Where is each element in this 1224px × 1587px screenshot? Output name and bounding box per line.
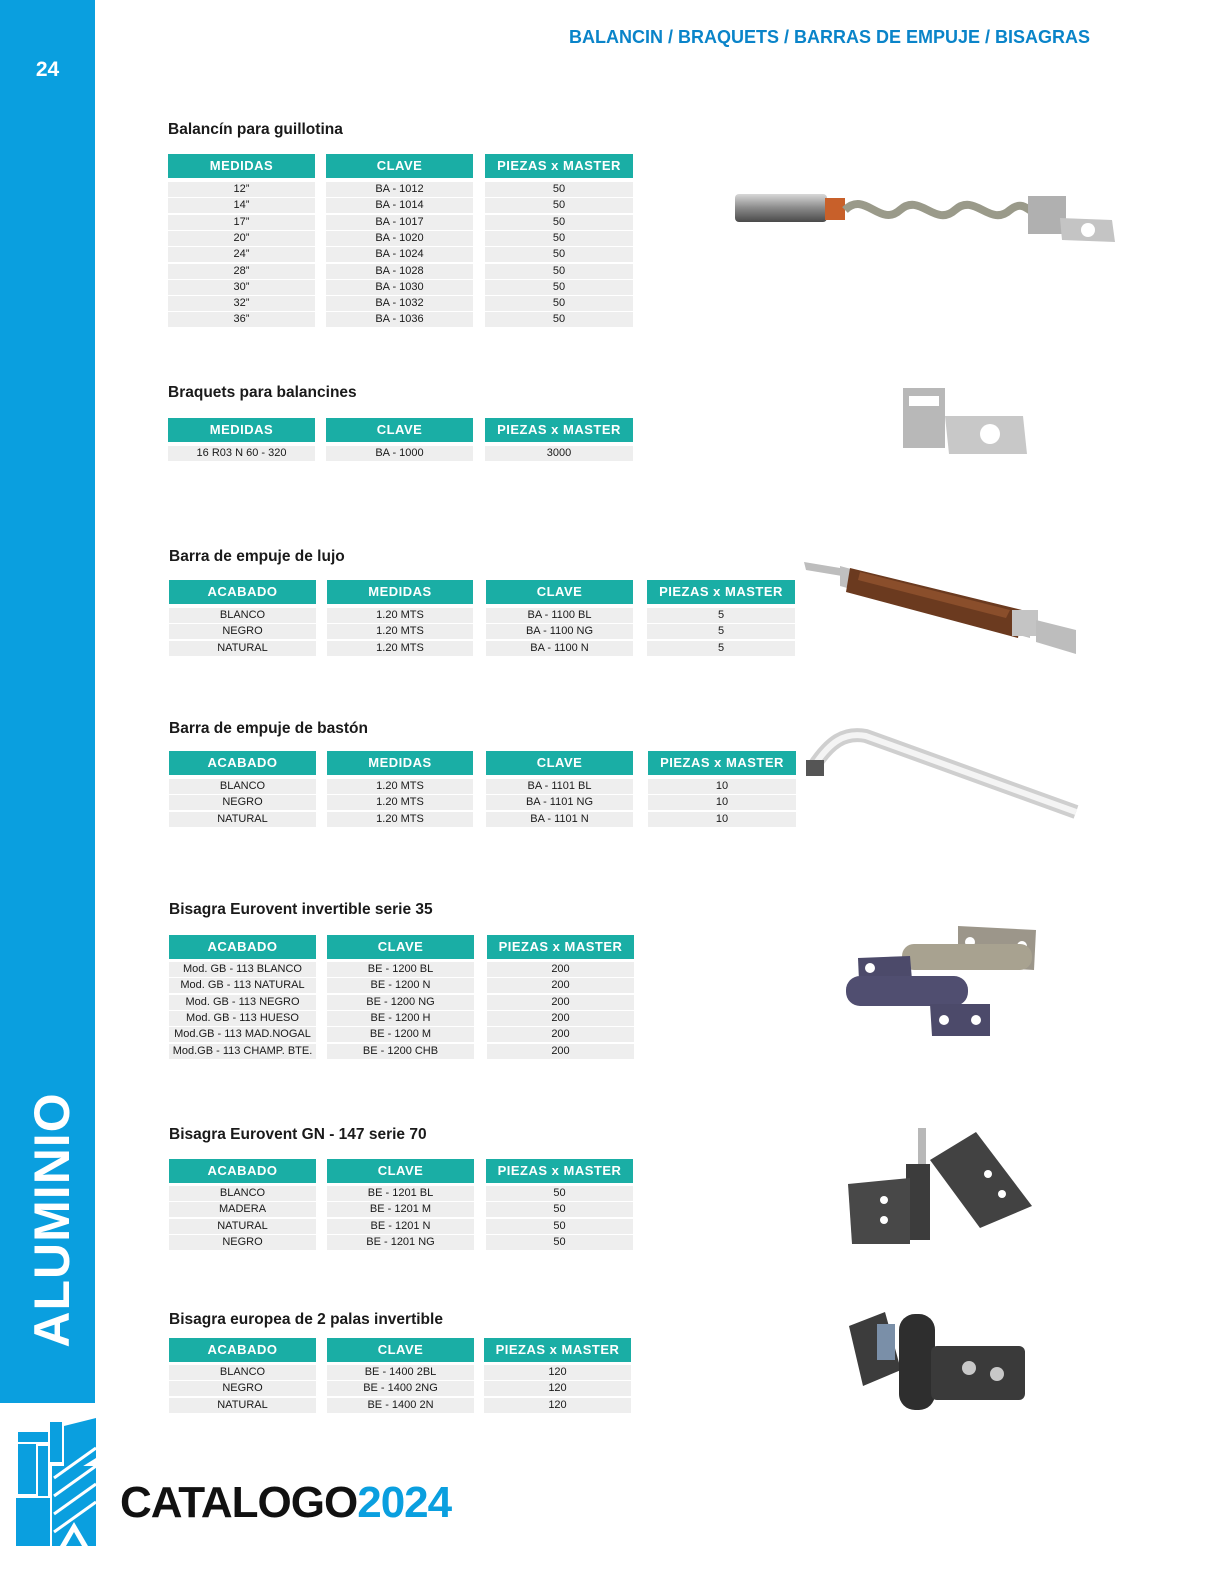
section-title: Barra de empuje de bastón [169, 720, 368, 737]
table-cell: BA - 1032 [326, 296, 473, 311]
table-cell: 5 [647, 641, 795, 656]
table-cell: 14” [168, 198, 315, 213]
table-cell: BA - 1028 [326, 264, 473, 279]
table-cell: BE - 1200 H [327, 1011, 474, 1026]
table-header-cell: MEDIDAS [168, 154, 315, 178]
table-cell: 200 [487, 1027, 634, 1042]
table-cell: Mod. GB - 113 BLANCO [169, 962, 316, 977]
sash-balance-image [730, 180, 1120, 250]
section-title: Bisagra Eurovent invertible serie 35 [169, 901, 433, 918]
brand-year: 2024 [357, 1478, 452, 1527]
table-cell: 5 [647, 624, 795, 639]
table-header-cell: CLAVE [327, 935, 474, 959]
table-cell: NEGRO [169, 1235, 316, 1250]
table-cell: 200 [487, 978, 634, 993]
table-cell: BE - 1200 NG [327, 995, 474, 1010]
table-header-cell: ACABADO [169, 935, 316, 959]
table-cell: MADERA [169, 1202, 316, 1217]
section-title: Barra de empuje de lujo [169, 548, 345, 565]
table-cell: 120 [484, 1398, 631, 1413]
table-header-cell: PIEZAS x MASTER [648, 751, 796, 775]
table-cell: BE - 1400 2NG [327, 1381, 474, 1396]
table-cell: NATURAL [169, 1219, 316, 1234]
table-cell: 1.20 MTS [327, 624, 473, 639]
table-cell: BE - 1200 N [327, 978, 474, 993]
table-cell: 200 [487, 1011, 634, 1026]
table-header-cell: MEDIDAS [327, 580, 473, 604]
table-cell: 1.20 MTS [327, 779, 473, 794]
table-header-cell: PIEZAS x MASTER [485, 418, 633, 442]
table-cell: Mod. GB - 113 NEGRO [169, 995, 316, 1010]
luxury-push-bar-image [800, 558, 1080, 658]
cane-push-bar-image [800, 722, 1080, 832]
table-cell: NATURAL [169, 1398, 316, 1413]
table-header-cell: CLAVE [486, 751, 633, 775]
table-cell: 50 [486, 1186, 633, 1201]
table-cell: 50 [486, 1202, 633, 1217]
table-cell: 12” [168, 182, 315, 197]
table-cell: BA - 1014 [326, 198, 473, 213]
table-cell: 1.20 MTS [327, 812, 473, 827]
table-header-cell: MEDIDAS [327, 751, 473, 775]
table-cell: BA - 1030 [326, 280, 473, 295]
table-cell: 50 [486, 1219, 633, 1234]
section-title: Bisagra europea de 2 palas invertible [169, 1311, 443, 1328]
table-cell: BA - 1101 BL [486, 779, 633, 794]
table-header-cell: CLAVE [326, 418, 473, 442]
table-cell: BE - 1400 2BL [327, 1365, 474, 1380]
table-cell: 36” [168, 312, 315, 327]
table-cell: 50 [485, 247, 633, 262]
table-cell: 50 [485, 182, 633, 197]
table-cell: BA - 1024 [326, 247, 473, 262]
table-cell: 50 [485, 231, 633, 246]
bracket-image [895, 382, 1035, 462]
table-cell: 1.20 MTS [327, 795, 473, 810]
table-header-cell: PIEZAS x MASTER [647, 580, 795, 604]
table-cell: BLANCO [169, 608, 316, 623]
table-cell: BLANCO [169, 779, 316, 794]
table-cell: 24” [168, 247, 315, 262]
table-header-cell: PIEZAS x MASTER [487, 935, 634, 959]
table-header-cell: ACABADO [169, 580, 316, 604]
table-cell: BA - 1012 [326, 182, 473, 197]
table-cell: BA - 1101 N [486, 812, 633, 827]
eurovent-hinge-gn147-image [840, 1124, 1040, 1248]
table-cell: 50 [485, 312, 633, 327]
table-cell: 1.20 MTS [327, 641, 473, 656]
section-title: Bisagra Eurovent GN - 147 serie 70 [169, 1126, 427, 1143]
table-cell: 5 [647, 608, 795, 623]
table-cell: BE - 1200 CHB [327, 1044, 474, 1059]
table-cell: 200 [487, 995, 634, 1010]
table-cell: 50 [485, 198, 633, 213]
table-cell: 200 [487, 962, 634, 977]
table-cell: NEGRO [169, 624, 316, 639]
table-cell: 50 [486, 1235, 633, 1250]
table-cell: 17” [168, 215, 315, 230]
section-title: Braquets para balancines [168, 384, 357, 401]
table-cell: NEGRO [169, 1381, 316, 1396]
table-cell: 32” [168, 296, 315, 311]
table-cell: 50 [485, 296, 633, 311]
table-cell: 1.20 MTS [327, 608, 473, 623]
table-header-cell: ACABADO [169, 1159, 316, 1183]
table-header-cell: CLAVE [486, 580, 633, 604]
table-cell: BA - 1101 NG [486, 795, 633, 810]
company-logo-icon [16, 1418, 96, 1546]
table-header-cell: MEDIDAS [168, 418, 315, 442]
brand-word: CATALOGO [120, 1478, 358, 1527]
table-cell: BA - 1000 [326, 446, 473, 461]
table-cell: 16 R03 N 60 - 320 [168, 446, 315, 461]
table-header-cell: CLAVE [326, 154, 473, 178]
table-header-cell: PIEZAS x MASTER [486, 1159, 633, 1183]
table-cell: BE - 1201 NG [327, 1235, 474, 1250]
table-cell: BA - 1017 [326, 215, 473, 230]
table-cell: 28” [168, 264, 315, 279]
table-header-cell: ACABADO [169, 1338, 316, 1362]
table-cell: BLANCO [169, 1186, 316, 1201]
table-cell: BE - 1400 2N [327, 1398, 474, 1413]
table-cell: 30” [168, 280, 315, 295]
table-cell: NATURAL [169, 641, 316, 656]
table-cell: 10 [648, 812, 796, 827]
table-cell: BA - 1100 BL [486, 608, 633, 623]
eurovent-hinge-35-image [840, 920, 1040, 1040]
table-cell: BE - 1200 BL [327, 962, 474, 977]
table-cell: 10 [648, 795, 796, 810]
european-hinge-2-leaf-image [845, 1308, 1035, 1418]
table-cell: BLANCO [169, 1365, 316, 1380]
table-cell: NATURAL [169, 812, 316, 827]
table-cell: BE - 1201 BL [327, 1186, 474, 1201]
table-header-cell: PIEZAS x MASTER [485, 154, 633, 178]
table-cell: 10 [648, 779, 796, 794]
table-cell: Mod.GB - 113 CHAMP. BTE. [169, 1044, 316, 1059]
table-cell: 120 [484, 1365, 631, 1380]
category-label: ALUMINIO [24, 1092, 80, 1348]
table-cell: BE - 1200 M [327, 1027, 474, 1042]
table-header-cell: ACABADO [169, 751, 316, 775]
table-cell: BA - 1036 [326, 312, 473, 327]
table-cell: 50 [485, 215, 633, 230]
table-cell: 20” [168, 231, 315, 246]
section-title: Balancín para guillotina [168, 121, 343, 138]
table-cell: 50 [485, 280, 633, 295]
table-header-cell: CLAVE [327, 1338, 474, 1362]
table-cell: 200 [487, 1044, 634, 1059]
table-cell: Mod. GB - 113 NATURAL [169, 978, 316, 993]
table-cell: BA - 1100 NG [486, 624, 633, 639]
table-cell: 120 [484, 1381, 631, 1396]
table-cell: Mod. GB - 113 HUESO [169, 1011, 316, 1026]
table-cell: NEGRO [169, 795, 316, 810]
table-header-cell: CLAVE [327, 1159, 474, 1183]
table-cell: BA - 1020 [326, 231, 473, 246]
table-cell: BE - 1201 N [327, 1219, 474, 1234]
table-header-cell: PIEZAS x MASTER [484, 1338, 631, 1362]
page-header-title: BALANCIN / BRAQUETS / BARRAS DE EMPUJE / BISAGRAS [568, 27, 1090, 47]
table-cell: 50 [485, 264, 633, 279]
table-cell: 3000 [485, 446, 633, 461]
table-cell: Mod.GB - 113 MAD.NOGAL [169, 1027, 316, 1042]
catalog-brand [120, 1478, 451, 1528]
page-number: 24 [35, 58, 60, 81]
table-cell: BE - 1201 M [327, 1202, 474, 1217]
table-cell: BA - 1100 N [486, 641, 633, 656]
